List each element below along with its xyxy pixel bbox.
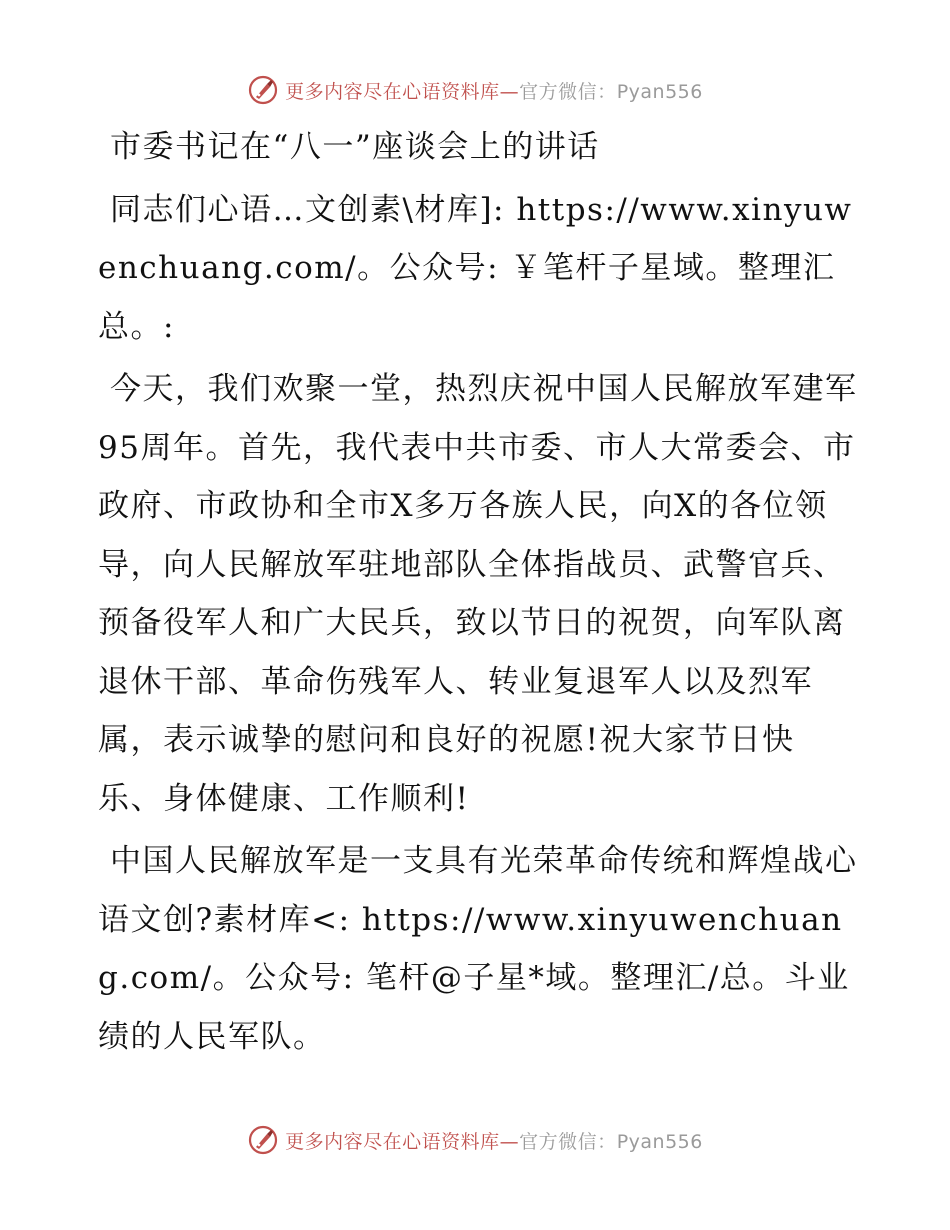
banner-text [285,1127,703,1154]
banner-content [247,1124,703,1156]
banner-wechat-label: 官方微信： [519,1130,617,1153]
pen-nib-circle-icon [247,1124,279,1156]
document-body [98,118,858,1066]
banner-content [247,74,703,106]
paragraph: 今天，我们欢聚一堂，热烈庆祝中国人民解放军建军95周年。首先，我代表中共市委、市人大常委会、市政府、市政协和全市X多万各族人民，向X的各位领导，向人民解放军驻地部队全体指战员、武警官兵、预备役军人和广大民兵，致以节日的祝贺，向军队离退休干部、革命伤残军人、转业复退军人以及烈军属，表示诚挚的慰问和良好的祝愿!祝大家节日快乐、身体健康、工作顺利! [98,371,858,817]
banner-text [285,77,703,104]
banner-main-text: 更多内容尽在心语资料库 [285,1130,500,1153]
banner-wechat-label: 官方微信： [519,80,617,103]
document-title: 市委书记在“八一”座谈会上的讲话 [110,129,600,165]
header-banner [0,70,950,110]
footer-banner [0,1120,950,1160]
banner-dash: — [499,80,520,103]
banner-main-text: 更多内容尽在心语资料库 [285,80,500,103]
paragraph: 中国人民解放军是一支具有光荣革命传统和辉煌战心语文创?素材库<: https://www.xinyuwenchuang.com/。公众号: 笔杆@子星*域。整理汇/总。斗业绩的人民军队。 [98,843,858,1055]
banner-dash: — [499,1130,520,1153]
paragraph: 同志们心语…文创素\材库]: https://www.xinyuwenchuang.com/。公众号: ￥笔杆子星域。整理汇总。: [98,191,853,345]
pen-nib-circle-icon [247,74,279,106]
banner-wechat-id: Pyan556 [616,1130,703,1153]
banner-wechat-id: Pyan556 [616,80,703,103]
